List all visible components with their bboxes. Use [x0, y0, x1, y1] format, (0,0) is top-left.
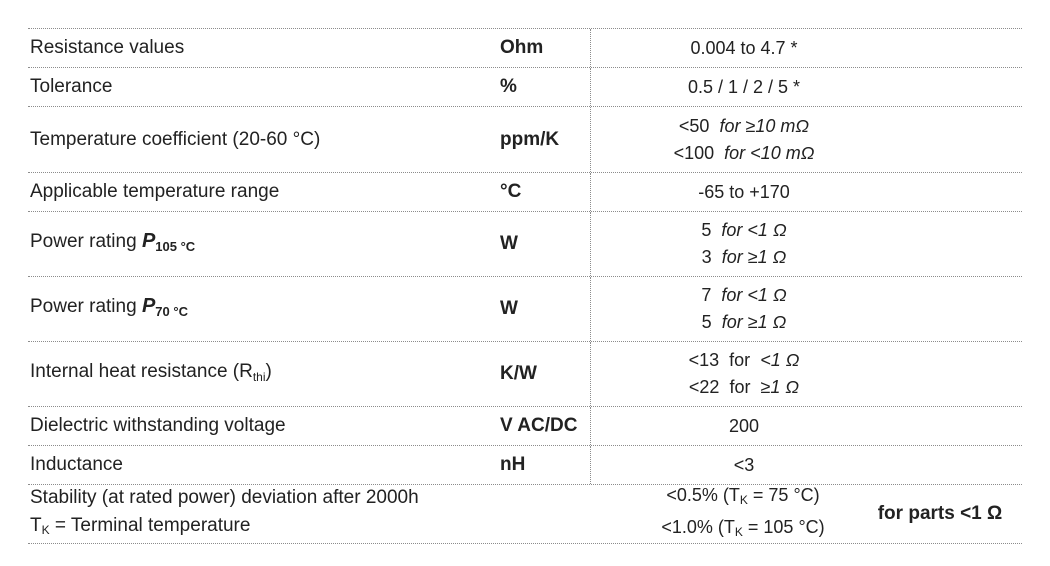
row-value: 0.5 / 1 / 2 / 5 * [590, 68, 897, 106]
table-row [28, 445, 1022, 484]
value-line: <100 for <10 mΩ [673, 142, 815, 163]
row-unit: Ohm [500, 37, 544, 58]
row-unit: W [500, 298, 518, 319]
row-unit: % [500, 76, 517, 97]
table-row [28, 172, 1022, 211]
power-symbol: $P_{105 ^\circ C}$ [141, 230, 196, 254]
table-row [28, 406, 1022, 445]
row-label: Resistance values [30, 37, 185, 58]
row-value: 0.004 to 4.7 * [590, 29, 897, 67]
table-row [28, 28, 1022, 67]
row-value: -65 to +170 [590, 173, 897, 211]
row-unit: ppm/K [500, 128, 560, 150]
row-label: Tolerance [30, 76, 113, 97]
row-label: Power rating $P_{105 ^\circ C}$ [30, 230, 196, 254]
row-label: Dielectric withstanding voltage [30, 415, 286, 436]
value-line: <13 for <1 Ω [688, 350, 800, 370]
value-line: 3 for ≥1 Ω [701, 247, 787, 267]
row-label: Power rating $P_{70 ^\circ C}$ [30, 295, 188, 319]
table-row [28, 341, 1022, 406]
row-value [590, 107, 897, 172]
value-line: <50 for ≥10 mΩ [678, 115, 810, 136]
row-unit: W [500, 233, 518, 254]
value-line: <1.0% ($T_K = 105$ °C) [661, 517, 825, 539]
row-label: Internal heat resistance $(R_{thi})$ [30, 360, 272, 384]
row-value [590, 485, 896, 543]
spec-table [28, 28, 1022, 544]
table-row [28, 276, 1022, 341]
row-unit: V AC/DC [500, 415, 578, 436]
table-row [28, 106, 1022, 172]
row-value [590, 277, 897, 341]
power-symbol: $P_{70 ^\circ C}$ [141, 295, 188, 319]
row-value: 200 [590, 407, 897, 445]
row-note: for parts <1 Ω [877, 503, 1003, 524]
value-line: <0.5% ($T_K = 75$ °C) [666, 485, 820, 507]
value-line: 5 for <1 Ω [701, 220, 787, 240]
row-value: <3 [590, 446, 897, 484]
row-unit: K/W [500, 363, 537, 384]
row-label: Applicable temperature range [30, 181, 280, 202]
row-label: Temperature coefficient (20-60 °C) [30, 128, 321, 150]
row-label: Stability (at rated power) deviation after 2000h $T_K$ = Terminal temperature [30, 487, 419, 537]
value-line: 7 for <1 Ω [701, 285, 787, 305]
table-row [28, 211, 1022, 276]
row-value [590, 342, 897, 406]
row-unit: nH [500, 454, 526, 475]
table-row [28, 484, 1022, 544]
table-row [28, 67, 1022, 106]
row-value [590, 212, 897, 276]
value-line: <22 for ≥1 Ω [688, 377, 800, 397]
value-line: 5 for ≥1 Ω [701, 312, 787, 332]
row-unit: °C [500, 181, 522, 202]
row-label: Inductance [30, 454, 123, 475]
